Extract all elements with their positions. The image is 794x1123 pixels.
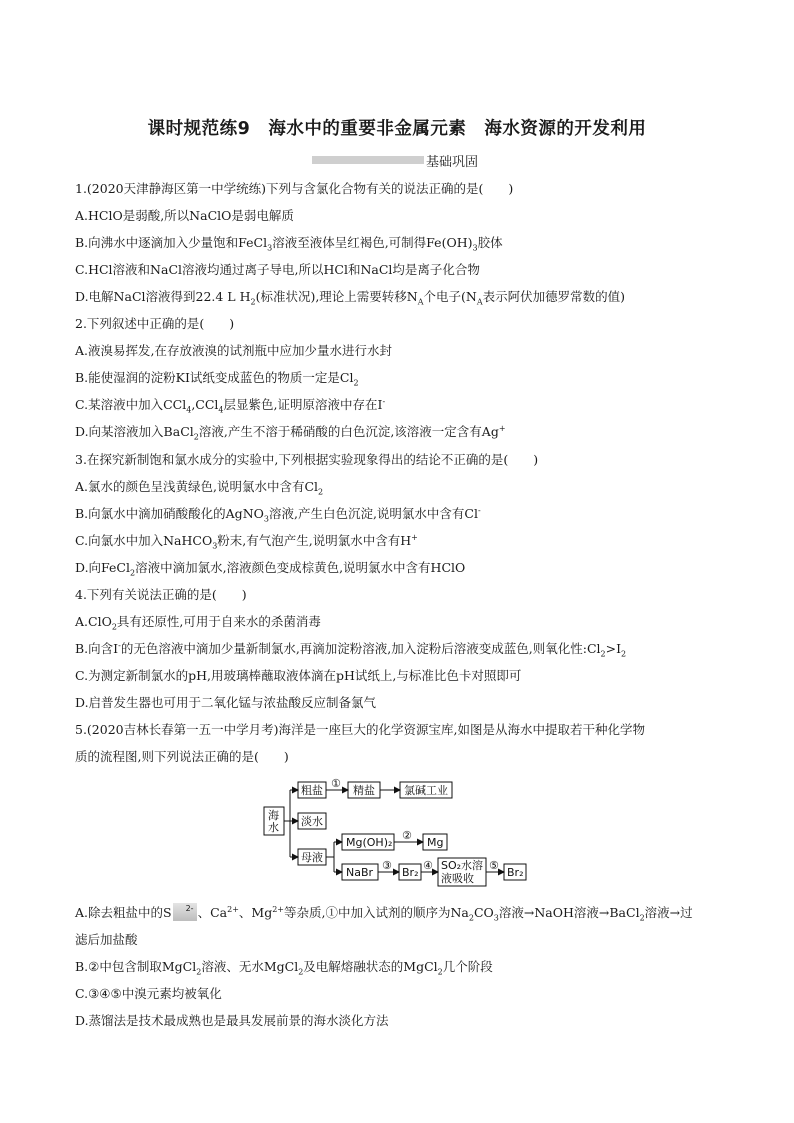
q4-stem: 4.下列有关说法正确的是( ) (75, 587, 247, 602)
label-chlor-alkali: 氯碱工业 (404, 784, 448, 797)
q2-option-c: C.某溶液中加入CCl$_4$,CCl$_4$层显紫色,证明原溶液中存在I- (75, 396, 386, 415)
q2-stem: 2.下列叙述中正确的是( ) (75, 316, 235, 331)
step-2: ② (402, 829, 412, 842)
q3-option-c: C.向氯水中加入NaHCO$_3$粉末,有气泡产生,说明氯水中含有H+ (75, 532, 418, 551)
q3-option-b: B.向氯水中滴加硝酸酸化的AgNO$_3$溶液,产生白色沉淀,说明氯水中含有Cl- (75, 505, 481, 524)
q1-option-a: A.HClO是弱酸,所以NaClO是弱电解质 (75, 208, 294, 223)
q1-stem: 1.(2020天津静海区第一中学统练)下列与含氯化合物有关的说法正确的是( ) (75, 181, 514, 196)
q5-option-a: A.除去粗盐中的S 2- 、$Ca^{2+}$、$Mg^{2+}$等杂质,①中加入试剂的顺序为$Na_2CO_3$溶液→NaOH溶液→BaCl$_2$溶液→过 (75, 903, 693, 923)
q3-option-d: D.向FeCl$_2$溶液中滴加氯水,溶液颜色变成棕黄色,说明氯水中含有HClO (75, 560, 466, 578)
q5-option-c: C.③④⑤中溴元素均被氧化 (75, 986, 222, 1001)
label-so2-line2: 液吸收 (441, 872, 474, 885)
q4-option-c: C.为测定新制氯水的pH,用玻璃棒蘸取液体滴在pH试纸上,与标准比色卡对照即可 (75, 668, 522, 683)
label-crude-salt: 粗盐 (301, 784, 323, 797)
q1-option-d: D.电解NaCl溶液得到22.4 L $H_2$(标准状况),理论上需要转移$N_A$个电子($N_A$表示阿伏加德罗常数的值) (75, 289, 626, 307)
q1-option-c: C.HCl溶液和NaCl溶液均通过离子导电,所以HCl和NaCl均是离子化合物 (75, 262, 480, 277)
seawater-flow-diagram (262, 775, 537, 887)
label-fresh-water: 淡水 (301, 815, 323, 828)
label-mgoh2: Mg(OH)₂ (346, 836, 393, 849)
redacted-chip: 2- (173, 903, 197, 921)
step-5: ⑤ (489, 859, 499, 872)
label-nabr: NaBr (346, 866, 374, 879)
q2-option-d: D.向某溶液加入BaCl$_2$溶液,产生不溶于稀硝酸的白色沉淀,该溶液一定含有Ag+ (75, 423, 506, 442)
page-title: 课时规范练9 海水中的重要非金属元素 海水资源的开发利用 (147, 119, 647, 139)
step-3: ③ (382, 859, 392, 872)
q5-option-a-cont: 滤后加盐酸 (75, 932, 138, 947)
label-seawater-2: 水 (268, 821, 279, 834)
q4-option-d: D.启普发生器也可用于二氧化锰与浓盐酸反应制备氯气 (75, 695, 377, 710)
label-refined-salt: 精盐 (353, 784, 375, 797)
label-so2-line1: SO₂水溶 (441, 859, 484, 872)
q4-option-a: A.ClO$_2$具有还原性,可用于自来水的杀菌消毒 (75, 614, 321, 632)
section-header (312, 152, 478, 168)
q5-stem-line2: 质的流程图,则下列说法正确的是( ) (75, 749, 289, 764)
q5-option-d: D.蒸馏法是技术最成熟也是最具发展前景的海水淡化方法 (75, 1013, 389, 1028)
q2-option-b: B.能使湿润的淀粉KI试纸变成蓝色的物质一定是$Cl_2$ (75, 370, 359, 388)
q1-option-b: B.向沸水中逐滴加入少量饱和FeCl$_3$溶液至液体呈红褐色,可制得$Fe(OH)_3$胶体 (75, 235, 503, 253)
step-1: ① (331, 777, 341, 790)
q5-option-b: B.②中包含制取MgCl$_2$溶液、无水MgCl$_2$及电解熔融状态的MgCl$_2$几个阶段 (75, 959, 493, 977)
label-mg: Mg (427, 836, 444, 849)
q3-stem: 3.在探究新制饱和氯水成分的实验中,下列根据实验现象得出的结论不正确的是( ) (75, 452, 539, 467)
label-seawater-1: 海 (268, 809, 279, 822)
q4-option-b: B.向含I-的无色溶液中滴加少量新制氯水,再滴加淀粉溶液,加入淀粉后溶液变成蓝色,则氧化性$:Cl_2>I_2$ (75, 640, 627, 659)
label-mother-liquor: 母液 (301, 851, 323, 864)
q5-stem-line1: 5.(2020吉林长春第一五一中学月考)海洋是一座巨大的化学资源宝库,如图是从海水中提取若干种化学物 (75, 722, 645, 737)
section-bar (312, 156, 424, 164)
label-br2-b: Br₂ (507, 866, 524, 879)
q3-option-a: A.氯水的颜色呈浅黄绿色,说明氯水中含有$Cl_2$ (75, 479, 324, 497)
q2-option-a: A.液溴易挥发,在存放液溴的试剂瓶中应加少量水进行水封 (75, 343, 392, 358)
label-br2-a: Br₂ (402, 866, 419, 879)
section-label: 基础巩固 (426, 154, 479, 170)
step-4: ④ (423, 859, 433, 872)
